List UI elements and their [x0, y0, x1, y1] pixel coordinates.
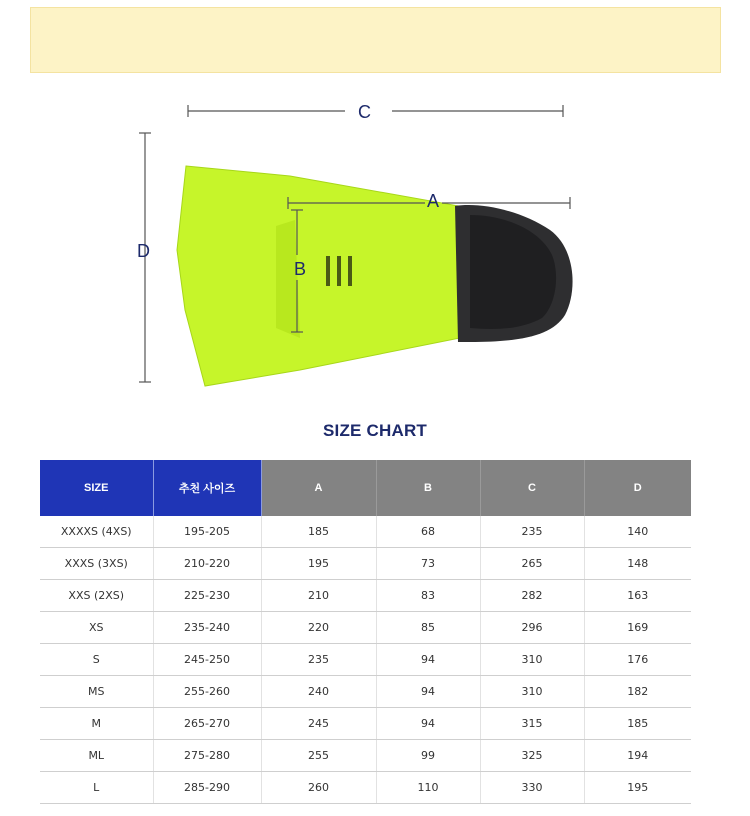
header-b: B	[376, 460, 480, 516]
cell-recommended: 245-250	[153, 644, 261, 676]
table-header-row	[40, 460, 691, 516]
cell-size: XS	[40, 612, 153, 644]
cell-b: 94	[376, 644, 480, 676]
cell-b: 73	[376, 548, 480, 580]
cell-c: 315	[480, 708, 584, 740]
cell-d: 194	[584, 740, 691, 772]
cell-size: L	[40, 772, 153, 804]
cell-recommended: 255-260	[153, 676, 261, 708]
cell-a: 210	[261, 580, 376, 612]
cell-size: MS	[40, 676, 153, 708]
header-a: A	[261, 460, 376, 516]
cell-recommended: 275-280	[153, 740, 261, 772]
cell-recommended: 235-240	[153, 612, 261, 644]
cell-b: 110	[376, 772, 480, 804]
cell-c: 296	[480, 612, 584, 644]
cell-d: 140	[584, 516, 691, 548]
cell-b: 85	[376, 612, 480, 644]
cell-a: 245	[261, 708, 376, 740]
cell-d: 148	[584, 548, 691, 580]
table-row	[40, 516, 691, 548]
dimension-c-line	[188, 105, 563, 117]
cell-a: 235	[261, 644, 376, 676]
cell-a: 195	[261, 548, 376, 580]
cell-c: 282	[480, 580, 584, 612]
fin-illustration	[0, 80, 750, 410]
cell-a: 260	[261, 772, 376, 804]
dimension-a-label: A	[427, 191, 440, 211]
cell-size: S	[40, 644, 153, 676]
cell-c: 310	[480, 676, 584, 708]
header-d: D	[584, 460, 691, 516]
fin-dimension-figure	[0, 80, 750, 410]
cell-c: 310	[480, 644, 584, 676]
cell-d: 182	[584, 676, 691, 708]
cell-b: 68	[376, 516, 480, 548]
cell-b: 94	[376, 708, 480, 740]
header-size: SIZE	[40, 460, 153, 516]
dimension-b-label: B	[294, 259, 307, 279]
cell-b: 94	[376, 676, 480, 708]
cell-c: 330	[480, 772, 584, 804]
cell-c: 265	[480, 548, 584, 580]
cell-recommended: 265-270	[153, 708, 261, 740]
cell-b: 99	[376, 740, 480, 772]
dimension-d-label: D	[137, 241, 150, 261]
cell-recommended: 195-205	[153, 516, 261, 548]
cell-a: 240	[261, 676, 376, 708]
table-row	[40, 676, 691, 708]
cell-recommended: 285-290	[153, 772, 261, 804]
header-recommended-size: 추천 사이즈	[153, 460, 261, 516]
top-banner	[30, 7, 721, 73]
cell-a: 185	[261, 516, 376, 548]
size-chart-title: SIZE CHART	[323, 421, 427, 440]
cell-size: XXXXS (4XS)	[40, 516, 153, 548]
cell-c: 325	[480, 740, 584, 772]
cell-d: 195	[584, 772, 691, 804]
dimension-c-label: C	[358, 102, 371, 122]
table-row	[40, 740, 691, 772]
cell-recommended: 225-230	[153, 580, 261, 612]
grip-bars	[326, 256, 352, 286]
cell-size: M	[40, 708, 153, 740]
table-row	[40, 772, 691, 804]
size-chart-table	[40, 460, 691, 804]
cell-c: 235	[480, 516, 584, 548]
header-c: C	[480, 460, 584, 516]
table-row	[40, 644, 691, 676]
cell-a: 255	[261, 740, 376, 772]
table-row	[40, 548, 691, 580]
cell-size: XXXS (3XS)	[40, 548, 153, 580]
table-row	[40, 612, 691, 644]
cell-size: ML	[40, 740, 153, 772]
cell-size: XXS (2XS)	[40, 580, 153, 612]
table-row	[40, 708, 691, 740]
cell-d: 176	[584, 644, 691, 676]
cell-b: 83	[376, 580, 480, 612]
cell-d: 169	[584, 612, 691, 644]
table-row	[40, 580, 691, 612]
cell-a: 220	[261, 612, 376, 644]
cell-d: 185	[584, 708, 691, 740]
cell-recommended: 210-220	[153, 548, 261, 580]
cell-d: 163	[584, 580, 691, 612]
